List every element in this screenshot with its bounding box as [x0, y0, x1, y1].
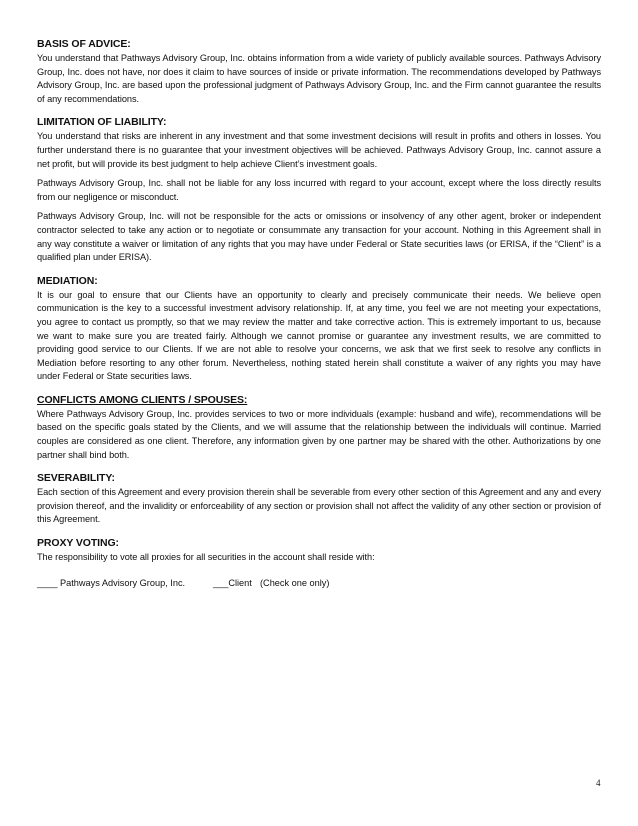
section-limitation-of-liability	[37, 115, 601, 264]
section-conflicts-among-clients	[37, 393, 601, 462]
section-paragraph: You understand that Pathways Advisory Group, Inc. obtains information from a wide variety of publicly available sources. Pathways Advisory Group, Inc. does not have, nor does it claim to have sources of inside or private information. The recommendations developed by Pathways Advisory Group, Inc. are based upon the professional judgment of Pathways Advisory Group, Inc. and the Firm cannot guarantee the results of any recommendations.	[37, 53, 601, 104]
section-paragraph: Pathways Advisory Group, Inc. shall not be liable for any loss incurred with regard to your account, except where the loss directly results from our negligence or misconduct.	[37, 178, 601, 202]
document-page	[37, 37, 601, 599]
section-heading: SEVERABILITY:	[37, 472, 115, 485]
page-number: 4	[596, 778, 601, 788]
section-proxy-voting	[37, 536, 601, 590]
section-basis-of-advice	[37, 37, 601, 106]
section-paragraph: The responsibility to vote all proxies for all securities in the account shall reside with:	[37, 552, 375, 563]
section-paragraph: Pathways Advisory Group, Inc. will not be responsible for the acts or omissions or insolvency of any other agent, broker or independent contractor selected to take any action or to negotiate or consummate any transaction for your account. Nothing in this Agreement shall in any way constitute a waiver or limitation of any rights that you may have under Federal or State securities laws (or ERISA, if the “Client” is a qualified plan under ERISA).	[37, 211, 601, 263]
proxy-choice-row	[37, 577, 601, 591]
section-heading: BASIS OF ADVICE:	[37, 38, 131, 50]
section-severability	[37, 471, 601, 527]
section-heading: PROXY VOTING:	[37, 537, 119, 550]
section-heading: CONFLICTS AMONG CLIENTS / SPOUSES:	[37, 393, 248, 406]
section-paragraph: It is our goal to ensure that our Clients have an opportunity to clearly and precisely communicate their needs. We believe open communication is the key to a successful investment advisory relationship. If, at any time, you feel we are not meeting your expectations, you agree to contact us promptly, so that we may review the matter and take corrective action. This is extremely important to us, because we want to make sure you are treated fairly. Although we cannot promise or guarantee any investment results, we are committed to providing good service to our Clients. If we are not able to resolve your concerns, we ask that we first seek to resolve any conflicts in Mediation before resorting to any other forum. Nevertheless, nothing stated herein shall constitute a waiver of any rights you may have under Federal or State securities laws.	[37, 289, 601, 382]
section-paragraph: Where Pathways Advisory Group, Inc. provides services to two or more individuals (example: husband and wife), recommendations will be based on the specific goals stated by the Clients, and we will assume that the relationship between the individuals will continue. Married couples are considered as one client. Therefore, any information given by one partner may be shared with the other. Authorizations by one partner shall bind both.	[37, 408, 601, 460]
section-heading: MEDIATION:	[37, 274, 98, 287]
section-heading: LIMITATION OF LIABILITY:	[37, 116, 167, 129]
section-paragraph: You understand that risks are inherent in any investment and that some investment decisions will result in profits and others in losses. You further understand there is no guarantee that your investment objectives will be achieved. Pathways Advisory Group, Inc. cannot assure a net profit, but will provide its best judgment to help achieve Client’s investment goals.	[37, 131, 601, 169]
proxy-option-client[interactable]: ___Client	[213, 577, 252, 588]
proxy-instruction: (Check one only)	[260, 577, 330, 588]
proxy-option-advisor[interactable]: ____ Pathways Advisory Group, Inc.	[37, 577, 186, 588]
section-paragraph: Each section of this Agreement and every provision therein shall be severable from every other section of this Agreement and any and every provision thereof, and the invalidity or enforceability of any section or provision shall not affect the validity of any other section or provision of this Agreement.	[37, 487, 601, 525]
section-mediation	[37, 274, 601, 384]
